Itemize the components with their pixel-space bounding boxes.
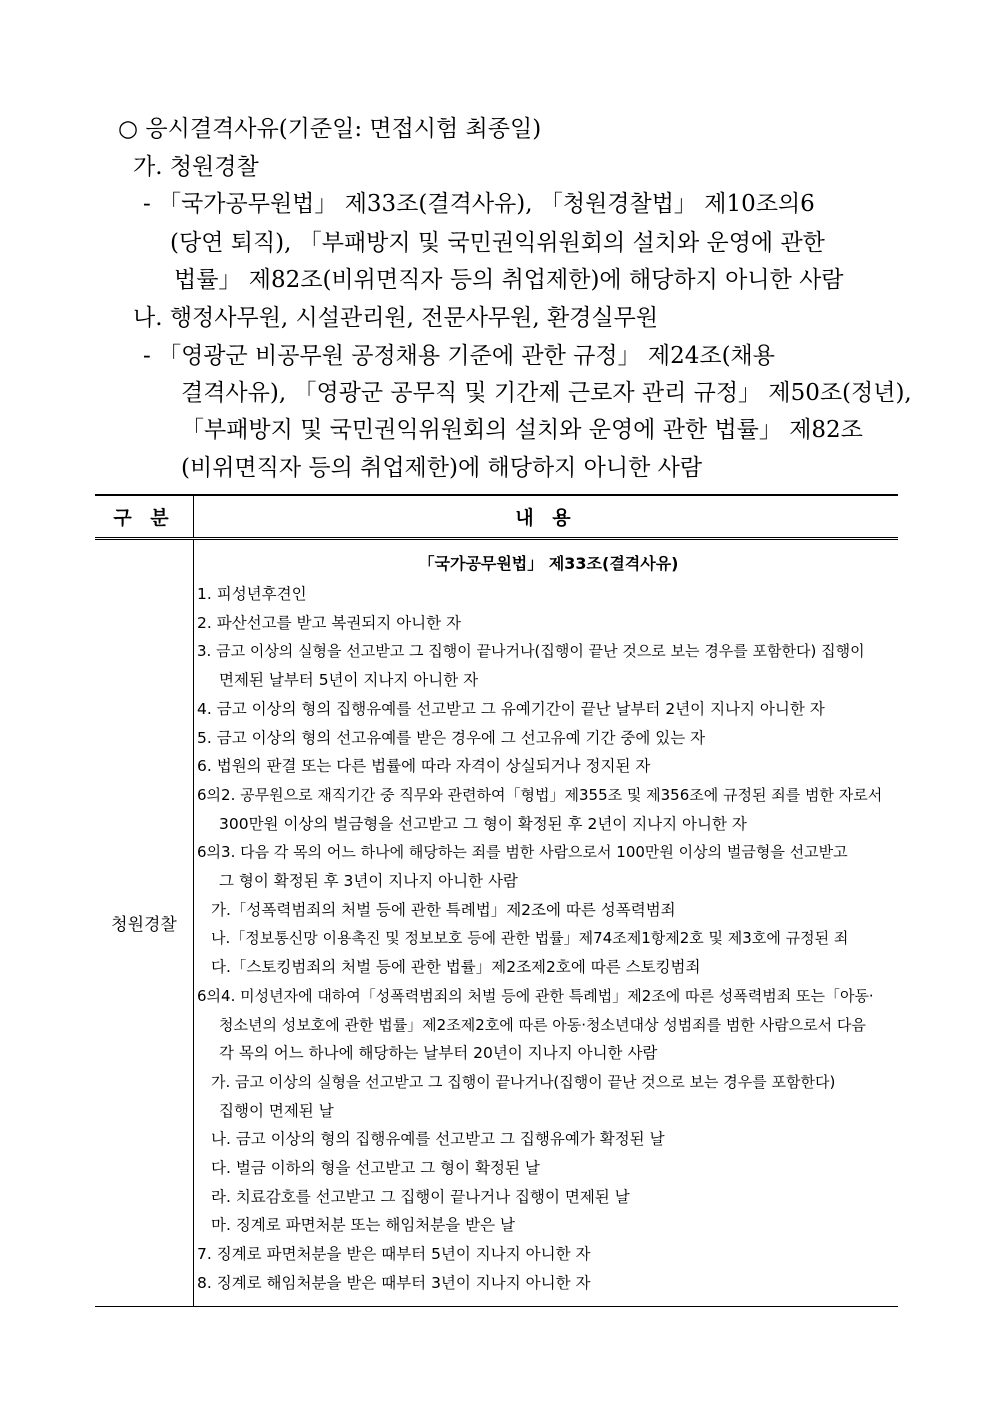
- list-item: 7. 징계로 파면처분을 받은 때부터 5년이 지나지 아니한 자: [197, 1245, 591, 1264]
- list-item: 나.「정보통신망 이용촉진 및 정보보호 등에 관한 법률」제74조제1항제2호 및 제3호에 규정된 죄: [211, 929, 849, 948]
- section-a-line: (당연 퇴직), 「부패방지 및 국민권익위원회의 설치와 운영에 관한: [170, 230, 825, 256]
- header-category: 구 분: [95, 495, 194, 539]
- section-b-line: 「부패방지 및 국민권익위원회의 설치와 운영에 관한 법률」 제82조: [181, 417, 863, 443]
- list-item: 라. 치료감호를 선고받고 그 집행이 끝나거나 집행이 면제된 날: [211, 1187, 630, 1206]
- list-item: 4. 금고 이상의 형의 집행유예를 선고받고 그 유예기간이 끝난 날부터 2년이 지나지 아니한 자: [197, 699, 825, 718]
- heading: ○ 응시결격사유(기준일: 면접시험 최종일): [118, 116, 542, 142]
- list-item: 가.「성폭력범죄의 처벌 등에 관한 특례법」제2조에 따른 성폭력범죄: [211, 900, 676, 919]
- section-b-line: - 「영광군 비공무원 공정채용 기준에 관한 규정」 제24조(채용: [143, 343, 775, 369]
- section-a-title: 가. 청원경찰: [133, 154, 259, 180]
- list-item: 6의4. 미성년자에 대하여「성폭력범죄의 처벌 등에 관한 특례법」제2조에 따른 성폭력범죄 또는「아동·: [197, 986, 874, 1005]
- section-a-line: 법률」 제82조(비위면직자 등의 취업제한)에 해당하지 아니한 사람: [174, 267, 844, 293]
- list-item: 5. 금고 이상의 형의 선고유예를 받은 경우에 그 선고유예 기간 중에 있는 자: [197, 728, 706, 747]
- content-title: 「국가공무원법」 제33조(결격사유): [418, 554, 679, 573]
- list-item: 3. 금고 이상의 실형을 선고받고 그 집행이 끝나거나(집행이 끝난 것으로 보는 경우를 포함한다) 집행이: [197, 642, 865, 661]
- list-item: 집행이 면제된 날: [219, 1101, 334, 1120]
- section-b-line: 결격사유), 「영광군 공무직 및 기간제 근로자 관리 규정」 제50조(정년),: [181, 380, 912, 406]
- list-item: 300만원 이상의 벌금형을 선고받고 그 형이 확정된 후 2년이 지나지 아니한 자: [219, 814, 747, 833]
- row-content: [194, 539, 899, 1307]
- disqualification-table: [95, 494, 898, 1307]
- list-item: 다.「스토킹범죄의 처벌 등에 관한 법률」제2조제2호에 따른 스토킹범죄: [211, 958, 701, 977]
- list-item: 면제된 날부터 5년이 지나지 아니한 자: [219, 671, 479, 690]
- list-item: 나. 금고 이상의 형의 집행유예를 선고받고 그 집행유예가 확정된 날: [211, 1130, 665, 1149]
- list-item: 가. 금고 이상의 실형을 선고받고 그 집행이 끝나거나(집행이 끝난 것으로 보는 경우를 포함한다): [211, 1072, 836, 1091]
- table-row: [95, 539, 898, 1307]
- list-item: 각 목의 어느 하나에 해당하는 날부터 20년이 지나지 아니한 사람: [219, 1044, 658, 1063]
- list-item: 그 형이 확정된 후 3년이 지나지 아니한 사람: [219, 872, 518, 891]
- list-item: 6의2. 공무원으로 재직기간 중 직무와 관련하여「형법」제355조 및 제356조에 규정된 죄를 범한 자로서: [197, 785, 883, 804]
- list-item: 청소년의 성보호에 관한 법률」제2조제2호에 따른 아동·청소년대상 성범죄를 범한 사람으로서 다음: [219, 1015, 866, 1034]
- section-b-line: (비위면직자 등의 취업제한)에 해당하지 아니한 사람: [181, 455, 703, 481]
- table-header-row: [95, 495, 898, 539]
- list-item: 다. 벌금 이하의 형을 선고받고 그 형이 확정된 날: [211, 1159, 540, 1178]
- list-item: 6. 법원의 판결 또는 다른 법률에 따라 자격이 상실되거나 정지된 자: [197, 757, 651, 776]
- list-item: 6의3. 다음 각 목의 어느 하나에 해당하는 죄를 범한 사람으로서 100만원 이상의 벌금형을 선고받고: [197, 843, 848, 862]
- section-a-line: - 「국가공무원법」 제33조(결격사유), 「청원경찰법」 제10조의6: [143, 191, 815, 217]
- header-content: 내 용: [194, 495, 899, 539]
- list-item: 마. 징계로 파면처분 또는 해임처분을 받은 날: [211, 1216, 516, 1235]
- list-item: 8. 징계로 해임처분을 받은 때부터 3년이 지나지 아니한 자: [197, 1273, 591, 1292]
- list-item: 1. 피성년후견인: [197, 585, 307, 603]
- section-b-title: 나. 행정사무원, 시설관리원, 전문사무원, 환경실무원: [133, 305, 659, 331]
- row-category: 청원경찰: [95, 539, 194, 1307]
- list-item: 2. 파산선고를 받고 복권되지 아니한 자: [197, 613, 462, 632]
